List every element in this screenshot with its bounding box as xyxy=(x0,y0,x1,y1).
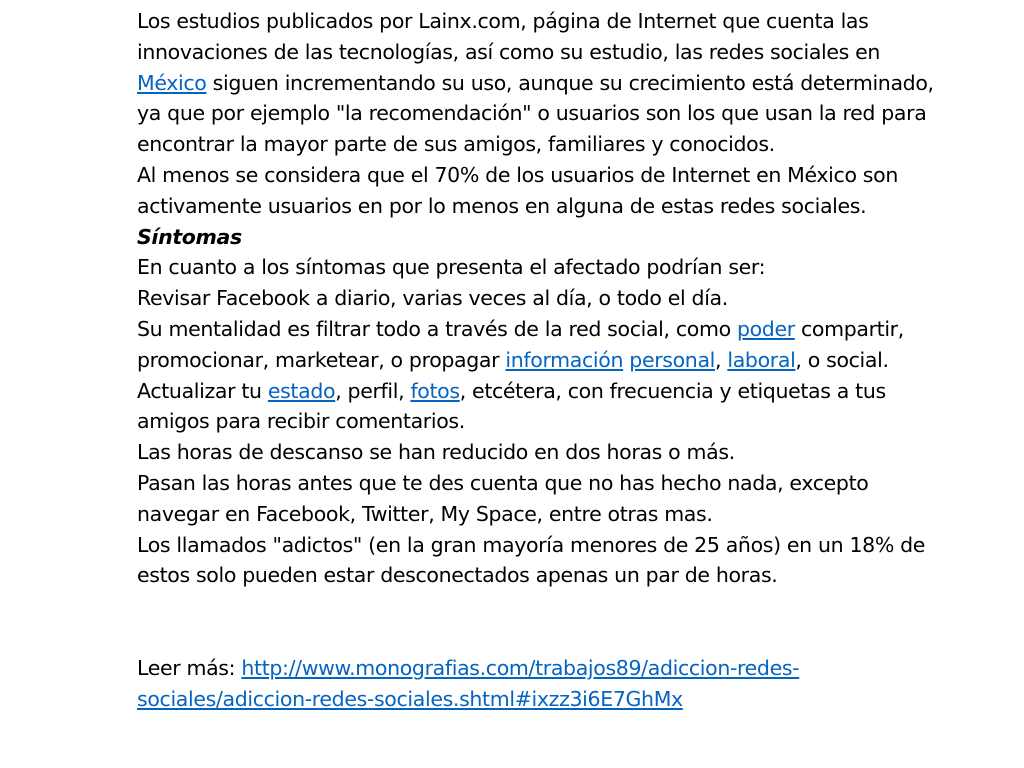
link-fotos[interactable]: fotos xyxy=(410,378,460,403)
mentality-text-2: compartir, promocionar, marketear, o propagar xyxy=(137,316,904,372)
paragraph-symptom-update xyxy=(137,376,952,438)
paragraph-statistic: Al menos se considera que el 70% de los usuarios de Internet en México son activamente usuarios en por lo menos en alguna de estas redes sociales. xyxy=(137,162,898,218)
mentality-text-4: , xyxy=(715,347,728,372)
link-informacion[interactable]: información xyxy=(505,347,624,372)
update-text-2: , perfil, xyxy=(335,378,411,403)
paragraph-symptom-mentality xyxy=(137,314,952,376)
spacer xyxy=(137,591,952,653)
read-more-link[interactable]: http://www.monografias.com/trabajos89/adiccion-redes-sociales/adiccion-redes-sociales.shtml#ixzz3i6E7GhMx xyxy=(137,655,800,711)
paragraph-intro xyxy=(137,6,952,160)
link-poder[interactable]: poder xyxy=(736,316,795,341)
link-estado[interactable]: estado xyxy=(267,378,336,403)
article-body xyxy=(137,6,952,714)
mentality-text-5: , o social. xyxy=(795,347,889,372)
link-mexico[interactable]: México xyxy=(137,70,207,95)
intro-text-start: Los estudios publicados por Lainx.com, página de Internet que cuenta las innovaciones de las tecnologías, así como su estudio, las redes sociales en xyxy=(137,9,881,64)
paragraph-symptoms-intro: En cuanto a los síntomas que presenta el afectado podrían ser: xyxy=(137,255,766,280)
mentality-text-1: Su mentalidad es filtrar todo a través de la red social, como xyxy=(137,316,737,341)
link-laboral[interactable]: laboral xyxy=(727,347,796,372)
section-heading-sintomas: Síntomas xyxy=(137,224,242,249)
paragraph-symptom-addicts: Los llamados "adictos" (en la gran mayoría menores de 25 años) en un 18% de estos solo pueden estar desconectados apenas un par de horas. xyxy=(137,532,926,588)
link-personal[interactable]: personal xyxy=(629,347,716,372)
intro-text-end: siguen incrementando su uso, aunque su crecimiento está determinado, ya que por ejemplo "la recomendación" o usuarios son los que usan la red para encontrar la mayor parte de sus amigos, familiares y conocidos. xyxy=(137,70,934,157)
paragraph-symptom-time: Pasan las horas antes que te des cuenta que no has hecho nada, excepto navegar en Facebook, Twitter, My Space, entre otras mas. xyxy=(137,470,869,526)
update-text-1: Actualizar tu xyxy=(137,378,268,403)
read-more xyxy=(137,653,952,715)
update-text-3: , etcétera, con frecuencia y etiquetas a tus amigos para recibir comentarios. xyxy=(137,378,886,434)
read-more-label: Leer más: xyxy=(137,655,242,680)
paragraph-symptom-rest: Las horas de descanso se han reducido en dos horas o más. xyxy=(137,440,735,465)
paragraph-symptom-facebook: Revisar Facebook a diario, varias veces al día, o todo el día. xyxy=(137,286,728,311)
